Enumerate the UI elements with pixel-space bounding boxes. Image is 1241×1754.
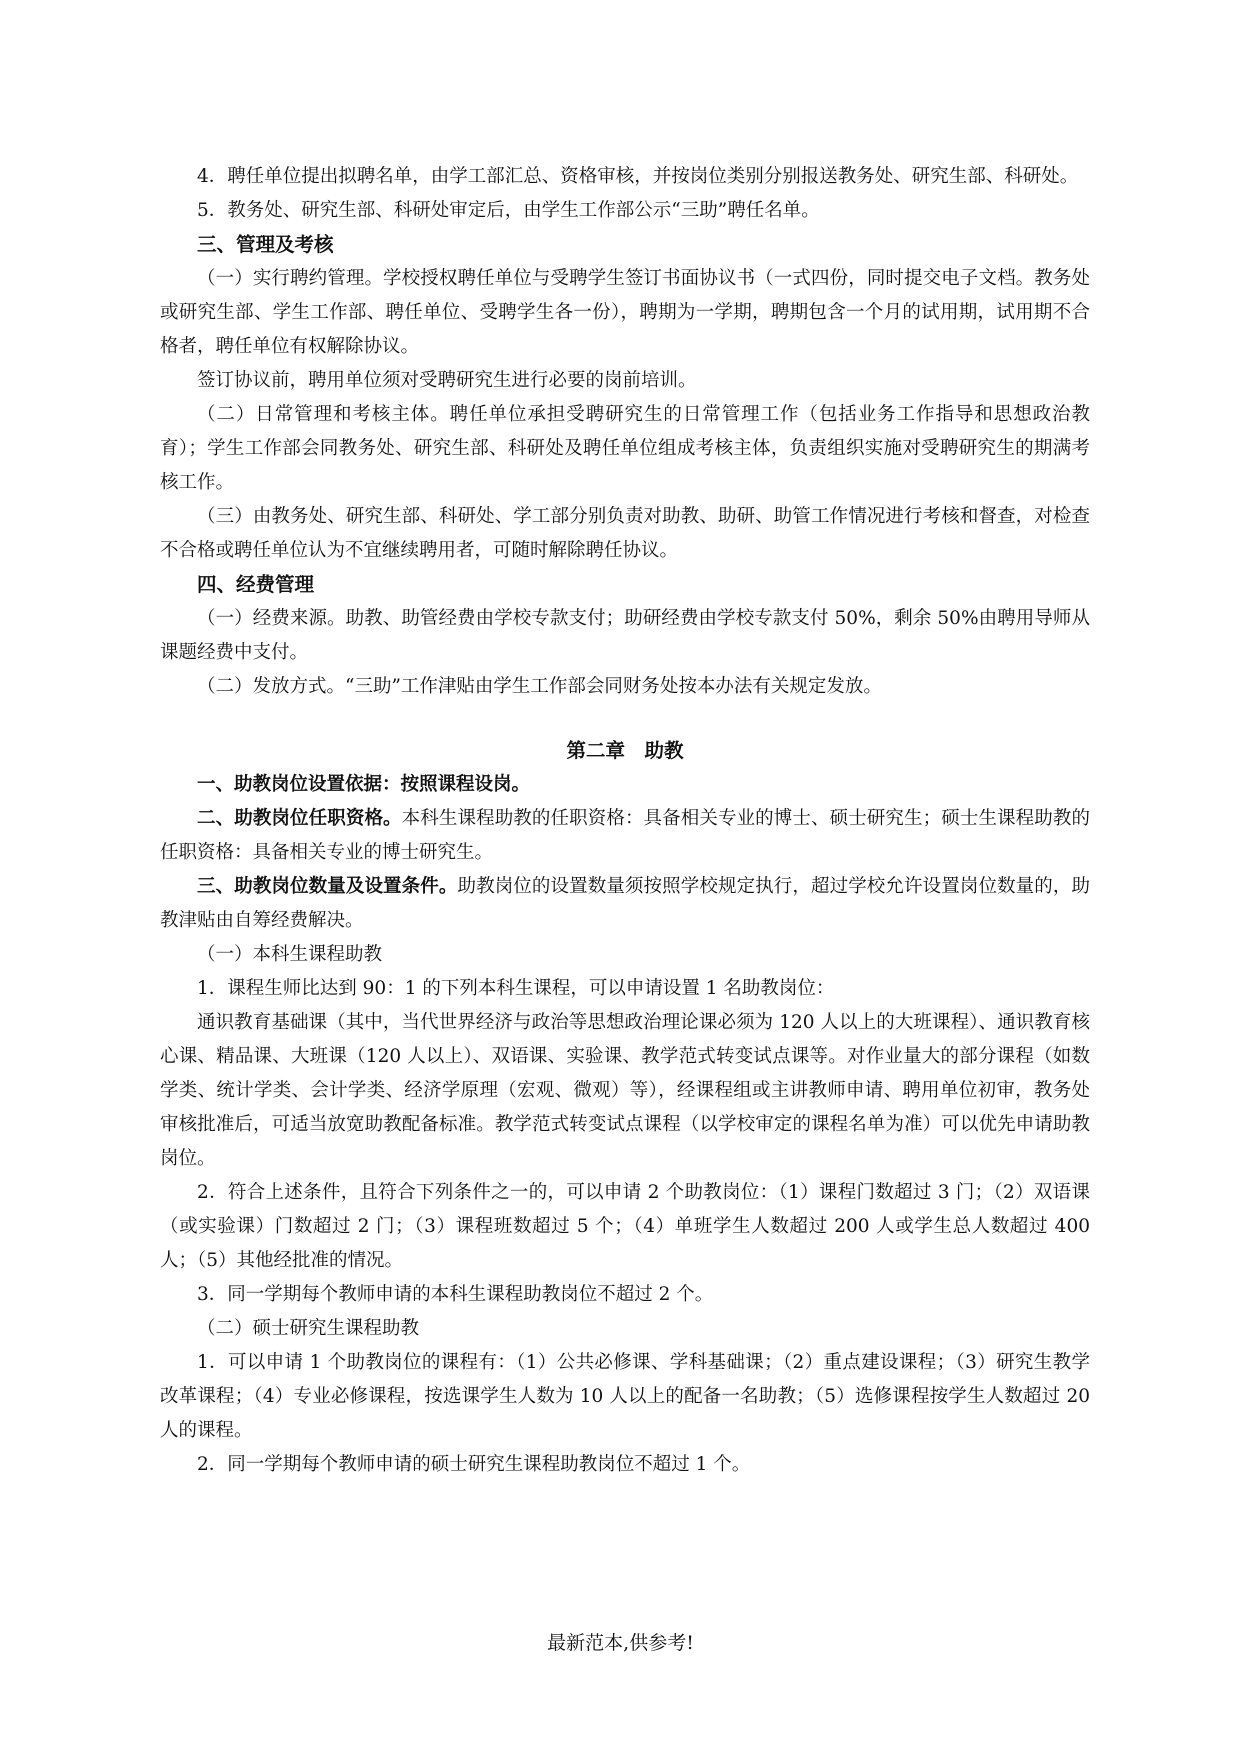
paragraph-ta-qualification [160, 802, 1090, 870]
subheading-undergrad-ta: （一）本科生课程助教 [197, 944, 383, 965]
heading-ta-basis: 一、助教岗位设置依据：按照课程设岗。 [197, 774, 531, 795]
paragraph-funding-source: （一）经费来源。助教、助管经费由学校专款支付；助研经费由学校专款支付 50%，剩余 50%由聘用导师从课题经费中支付。 [160, 608, 1090, 663]
paragraph-item-4: 4．聘任单位提出拟聘名单，由学工部汇总、资格审核，并按岗位类别分别报送教务处、研究生部、科研处。 [197, 166, 1079, 187]
chapter-title: 第二章 助教 [566, 739, 684, 762]
paragraph-inspection: （三）由教务处、研究生部、科研处、学工部分别负责对助教、助研、助管工作情况进行考核和督查，对检查不合格或聘任单位认为不宜继续聘用者，可随时解除聘任协议。 [160, 506, 1090, 561]
text-ta-qualification: 本科生课程助教的任职资格：具备相关专业的博士、硕士研究生；硕士生课程助教的任职资格：具备相关专业的博士研究生。 [160, 808, 1090, 863]
heading-ta-qualification: 二、助教岗位任职资格。 [197, 808, 402, 829]
document-body [160, 160, 1090, 1482]
heading-ta-quantity: 三、助教岗位数量及设置条件。 [197, 876, 458, 897]
paragraph-undergrad-3: 3．同一学期每个教师申请的本科生课程助教岗位不超过 2 个。 [197, 1284, 714, 1305]
paragraph-master-1: 1．可以申请 1 个助教岗位的课程有：（1）公共必修课、学科基础课；（2）重点建设课程；（3）研究生教学改革课程；（4）专业必修课程，按选课学生人数为 10 人以上的配备一名助教；（5）选修课程按学生人数超过 20 人的课程。 [160, 1352, 1090, 1441]
paragraph-ta-quantity [160, 870, 1090, 938]
text-ta-quantity: 助教岗位的设置数量须按照学校规定执行，超过学校允许设置岗位数量的，助教津贴由自筹经费解决。 [160, 876, 1090, 931]
paragraph-contract-management: （一）实行聘约管理。学校授权聘任单位与受聘学生签订书面协议书（一式四份，同时提交电子文档。教务处或研究生部、学生工作部、聘任单位、受聘学生各一份），聘期为一学期，聘期包含一个月的试用期，试用期不合格者，聘任单位有权解除协议。 [160, 268, 1090, 357]
paragraph-master-2: 2．同一学期每个教师申请的硕士研究生课程助教岗位不超过 1 个。 [197, 1454, 751, 1475]
paragraph-undergrad-2: 2．符合上述条件，且符合下列条件之一的，可以申请 2 个助教岗位：（1）课程门数超过 3 门；（2）双语课（或实验课）门数超过 2 门；（3）课程班数超过 5 个；（4）单班学生人数超过 200 人或学生总人数超过 400 人；（5）其他经批准的情况。 [160, 1182, 1090, 1271]
page-footer: 最新范本,供参考! [547, 1632, 694, 1654]
subheading-master-ta: （二）硕士研究生课程助教 [197, 1318, 420, 1339]
paragraph-undergrad-courses: 通识教育基础课（其中，当代世界经济与政治等思想政治理论课必须为 120 人以上的大班课程）、通识教育核心课、精品课、大班课（120 人以上）、双语课、实验课、教学范式转变试点课等。对作业量大的部分课程（如数学类、统计学类、会计学类、经济学原理（宏观、微观）等），经课程组或主讲教师申请、聘用单位初审，教务处审核批准后，可适当放宽助教配备标准。教学范式转变试点课程（以学校审定的课程名单为准）可以优先申请助教岗位。 [160, 1012, 1090, 1169]
paragraph-daily-management: （二）日常管理和考核主体。聘任单位承担受聘研究生的日常管理工作（包括业务工作指导和思想政治教育）；学生工作部会同教务处、研究生部、科研处及聘任单位组成考核主体，负责组织实施对受聘研究生的期满考核工作。 [160, 404, 1090, 493]
paragraph-item-5: 5．教务处、研究生部、科研处审定后，由学生工作部公示“三助”聘任名单。 [197, 200, 820, 221]
paragraph-payment-method: （二）发放方式。“三助”工作津贴由学生工作部会同财务处按本办法有关规定发放。 [197, 676, 882, 697]
section-heading-funding: 四、经费管理 [197, 573, 315, 596]
section-heading-management: 三、管理及考核 [197, 233, 334, 256]
paragraph-training: 签订协议前，聘用单位须对受聘研究生进行必要的岗前培训。 [197, 370, 697, 391]
paragraph-undergrad-1: 1．课程生师比达到 90：1 的下列本科生课程，可以申请设置 1 名助教岗位： [197, 978, 835, 999]
